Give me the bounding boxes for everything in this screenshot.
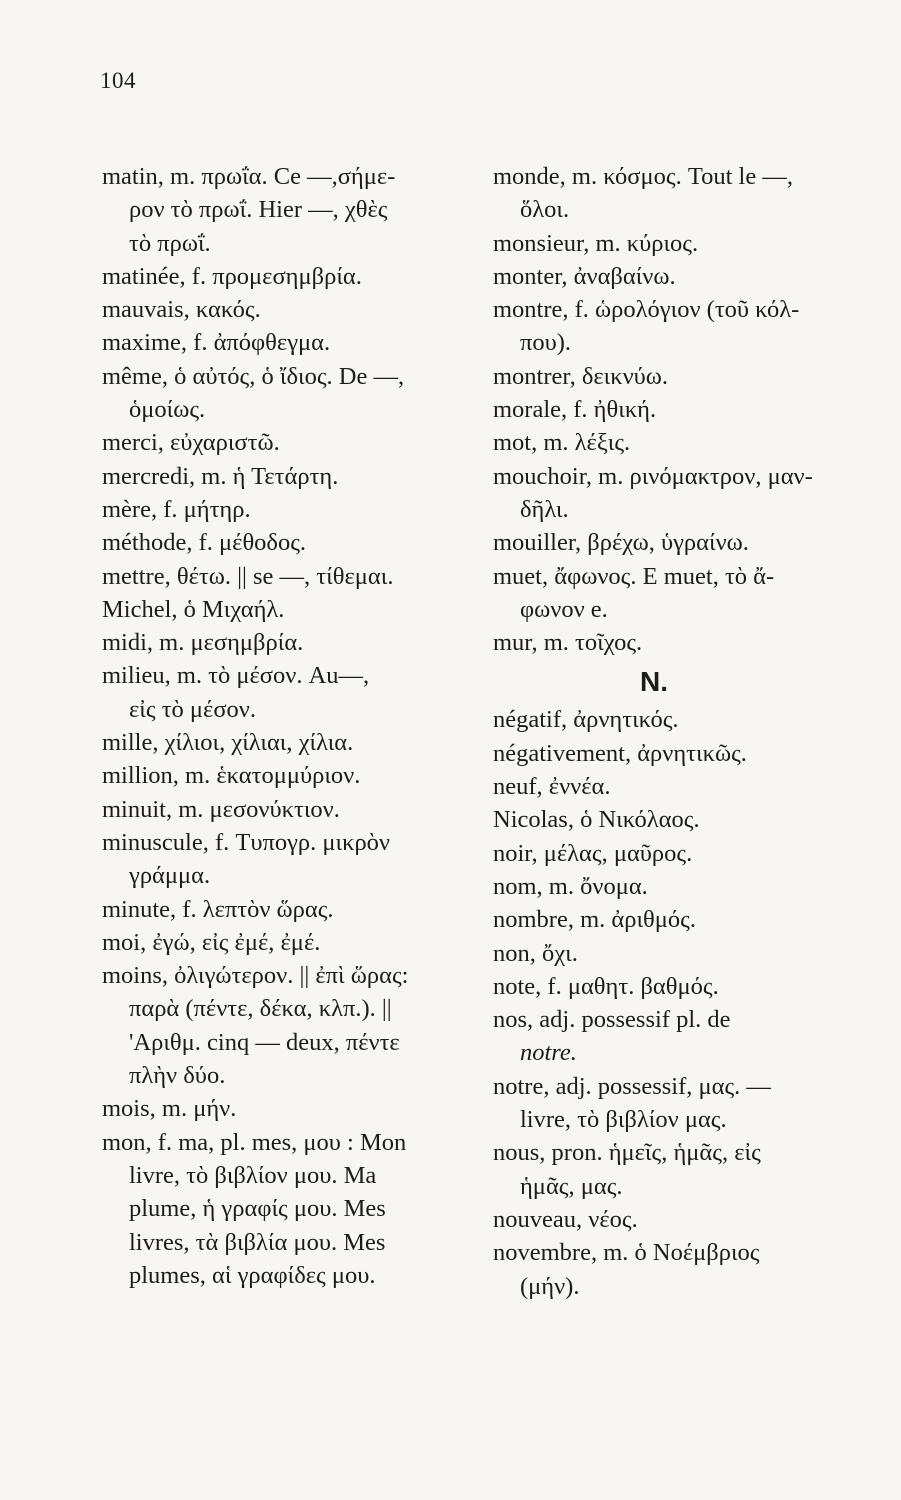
entry-line: nom, m. ὄνομα. xyxy=(493,872,648,900)
entry-line: neuf, ἐννέα. xyxy=(493,773,611,801)
entry-line: ρον τὸ πρωΐ. Hier —, χθὲς xyxy=(129,196,388,224)
entry-line: non, ὄχι. xyxy=(493,939,578,967)
entry-line: ὅλοι. xyxy=(520,196,570,224)
entry-line: ὁμοίως. xyxy=(129,396,206,424)
entry-line: mot, m. λέξις. xyxy=(493,429,631,457)
section-heading: N. xyxy=(640,666,668,698)
entry-line: minuscule, f. Τυπογρ. μικρὸν xyxy=(102,828,391,856)
entry-line: nouveau, νέος. xyxy=(493,1205,638,1233)
entry-line: plume, ἡ γραφίς μου. Mes xyxy=(129,1195,386,1223)
entry-line: même, ὁ αὐτός, ὁ ἴδιος. De —, xyxy=(102,362,405,390)
entry-line: που). xyxy=(520,329,572,357)
entry-line: mercredi, m. ἡ Τετάρτη. xyxy=(102,462,339,490)
entry-line: minute, f. λεπτὸν ὥρας. xyxy=(102,895,334,923)
entry-line: mère, f. μήτηρ. xyxy=(102,495,251,523)
entry-line: πλὴν δύο. xyxy=(129,1062,226,1090)
entry-line: morale, f. ἠθική. xyxy=(493,396,657,424)
entry-line: nous, pron. ἡμεῖς, ἡμᾶς, εἰς xyxy=(493,1139,761,1167)
entry-line: minuit, m. μεσονύκτιον. xyxy=(102,795,340,823)
entry-line: παρὰ (πέντε, δέκα, κλπ.). || xyxy=(129,995,392,1023)
entry-line: montre, f. ὡρολόγιον (τοῦ κόλ- xyxy=(493,296,800,324)
entry-line: monter, ἀναβαίνω. xyxy=(493,262,676,290)
entry-line: maxime, f. ἀπόφθεγμα. xyxy=(102,329,331,357)
entry-line: mois, m. μήν. xyxy=(102,1095,237,1123)
entry-line: nombre, m. ἀριθμός. xyxy=(493,906,696,934)
entry-line: noir, μέλας, μαῦρος. xyxy=(493,839,693,867)
entry-line: milieu, m. τὸ μέσον. Au—, xyxy=(102,662,370,690)
entry-line: mouchoir, m. ρινόμακτρον, μαν- xyxy=(493,462,813,490)
entry-line: moins, ὀλιγώτερον. || ἐπὶ ὥρας: xyxy=(102,962,409,990)
right-column xyxy=(493,160,855,1303)
entry-line: δῆλι. xyxy=(520,495,569,523)
entry-line: note, f. μαθητ. βαθμός. xyxy=(493,972,719,1000)
entry-line: mauvais, κακός. xyxy=(102,296,261,324)
entry-line: εἰς τὸ μέσον. xyxy=(129,695,257,723)
entry-line: moi, ἐγώ, εἰς ἐμέ, ἐμέ. xyxy=(102,928,321,956)
entry-line: mille, χίλιοι, χίλιαι, χίλια. xyxy=(102,729,354,757)
entry-line: négatif, ἀρνητικός. xyxy=(493,706,679,734)
entry-line: Michel, ὁ Μιχαήλ. xyxy=(102,595,285,623)
entry-line: Nicolas, ὁ Νικόλαος. xyxy=(493,806,700,834)
entry-line: mur, m. τοῖχος. xyxy=(493,629,643,657)
entry-line: merci, εὐχαριστῶ. xyxy=(102,429,280,457)
page-number: 104 xyxy=(100,68,136,93)
entry-line: novembre, m. ὁ Νοέμβριος xyxy=(493,1239,760,1267)
entry-line: million, m. ἑκατομμύριον. xyxy=(102,762,361,790)
entry-line: mon, f. ma, pl. mes, μου : Mon xyxy=(102,1128,407,1156)
entry-line: négativement, ἀρνητικῶς. xyxy=(493,739,747,767)
entry-line: monde, m. κόσμος. Tout le —, xyxy=(493,163,793,190)
entry-line: (μήν). xyxy=(520,1272,580,1300)
entry-line: méthode, f. μέθοδος. xyxy=(102,529,307,557)
entry-line: matinée, f. προμεσημβρία. xyxy=(102,262,362,290)
entry-line: montrer, δεικνύω. xyxy=(493,362,669,390)
entry-line: muet, ἄφωνος. E muet, τὸ ἄ- xyxy=(493,562,775,590)
left-column xyxy=(102,160,472,1292)
entry-line: ἡμᾶς, μας. xyxy=(520,1172,623,1200)
entry-line: livres, τὰ βιβλία μου. Mes xyxy=(129,1228,386,1256)
entry-line: nos, adj. possessif pl. de xyxy=(493,1006,731,1034)
entry-line: notre. xyxy=(520,1039,577,1067)
entry-line: mettre, θέτω. || se —, τίθεμαι. xyxy=(102,562,394,590)
entry-line: midi, m. μεσημβρία. xyxy=(102,629,304,657)
entry-line: γράμμα. xyxy=(129,862,211,890)
entry-line: 'Αριθμ. cinq — deux, πέντε xyxy=(129,1028,400,1056)
entry-line: livre, τὸ βιβλίον μου. Ma xyxy=(129,1161,377,1189)
entry-line: φωνον e. xyxy=(520,595,608,623)
entry-line: matin, m. πρωΐα. Ce —,σήμε- xyxy=(102,163,396,190)
entry-line: plumes, αἱ γραφίδες μου. xyxy=(129,1261,376,1289)
entry-line: notre, adj. possessif, μας. — xyxy=(493,1072,771,1100)
entry-line: mouiller, βρέχω, ὑγραίνω. xyxy=(493,529,749,557)
entry-line: livre, τὸ βιβλίον μας. xyxy=(520,1106,727,1134)
entry-line: τὸ πρωΐ. xyxy=(129,229,211,257)
entry-line: monsieur, m. κύριος. xyxy=(493,229,699,257)
